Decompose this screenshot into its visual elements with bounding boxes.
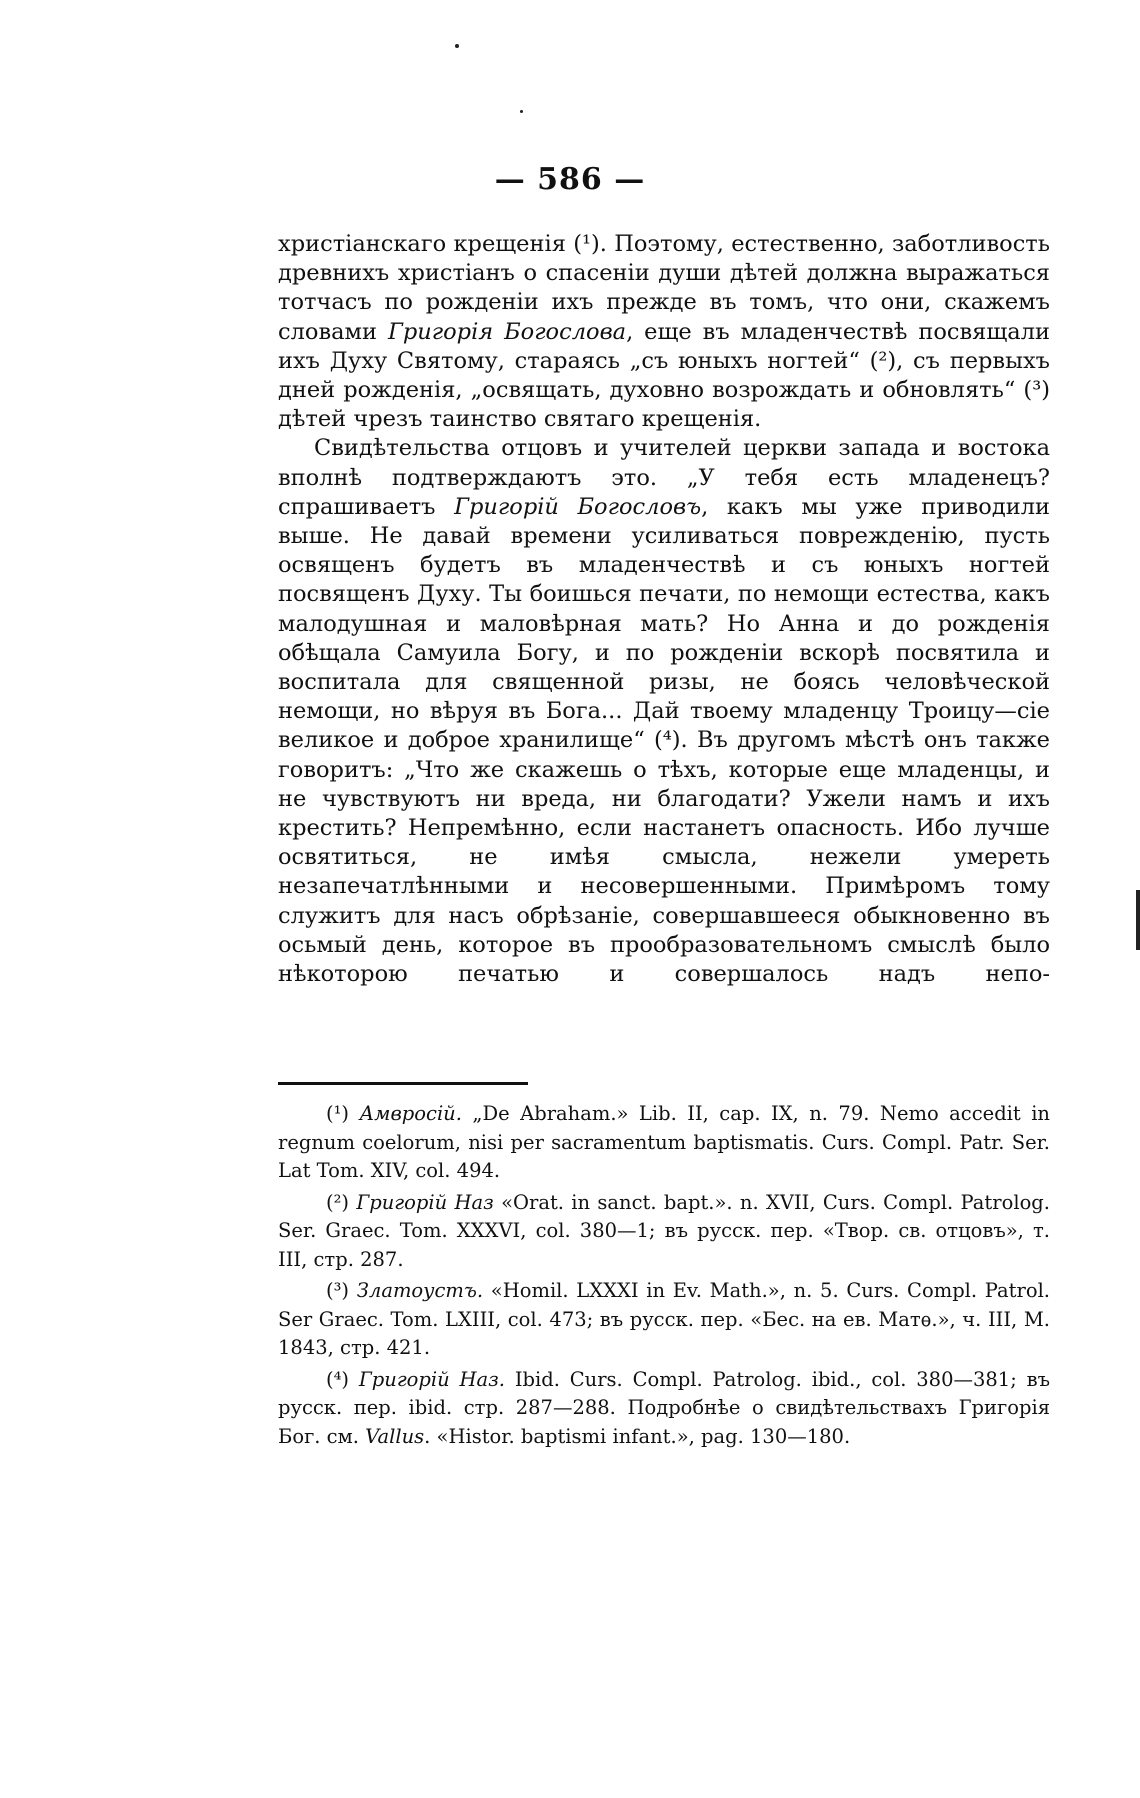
- scan-edge-mark: [1136, 890, 1140, 950]
- footnote-4: [278, 1366, 1050, 1452]
- main-text: [278, 230, 1050, 989]
- footnote-mark: (⁴): [326, 1367, 350, 1391]
- footnote-text: «Homil. LXXXI in Ev. Math.», n. 5. Curs. Compl. Patrol. Ser Graec. Tom. LXIII, col. 473; въ русск. пер. «Бес. на ев. Матѳ.», ч. III, М. 1843, стр. 421.: [278, 1279, 1051, 1359]
- paragraph-2: [278, 434, 1050, 989]
- paragraph-2-text-b: , какъ мы уже приводили выше. Не давай времени усиливаться поврежденію, пусть освященъ будетъ въ младенчествѣ и съ юныхъ ногтей посвященъ Духу. Ты боишься печати, по немощи естества, какъ малодушная и маловѣрная мать? Но Анна и до рожденія обѣщала Самуила Богу, и по рожденіи вскорѣ посвятила и воспитала для священной ризы, не боясь человѣческой немощи, но вѣруя въ Бога... Дай твоему младенцу Троицу—сіе великое и доброе хранилище“ (⁴). Въ другомъ мѣстѣ онъ также говоритъ: „Что же скажешь о тѣхъ, которые еще младенцы, и не чувствуютъ ни вреда, ни благодати? Ужели намъ и ихъ крестить? Непремѣнно, если настанетъ опасность. Ибо лучше освятиться, не имѣя смысла, нежели умереть незапечатлѣнными и несовершенными. Примѣромъ тому служитъ для насъ обрѣзаніе, совершавшееся обыкновенно въ осьмый день, которое въ прообразовательномъ смыслѣ было нѣкоторою печатью и совершалось надъ непо-: [278, 493, 1050, 988]
- footnote-2: [278, 1189, 1050, 1275]
- footnote-mark: (¹): [326, 1102, 350, 1125]
- paragraph-1: [278, 230, 1050, 434]
- author-name: Григорій Богословъ: [454, 493, 702, 520]
- scan-speck: [520, 110, 523, 113]
- footnote-author: Златоустъ.: [356, 1279, 484, 1302]
- footnote-1: [278, 1100, 1050, 1186]
- page-number: — 586 —: [494, 162, 646, 197]
- paragraph-1-text-a: христіанскаго крещенія (¹). Поэтому, естественно, заботливость древнихъ христіанъ о спасеніи души дѣтей должна выражаться тотчасъ по рожденіи ихъ прежде въ томъ, что они, скажемъ словами: [278, 231, 1050, 345]
- paragraph-2-text-a: Свидѣтельства отцовъ и учителей церкви запада и востока вполнѣ подтверждаютъ это. „У тебя есть младенецъ? спрашиваетъ: [278, 435, 1050, 520]
- footnote-mark: (³): [326, 1279, 350, 1302]
- footnote-text: „De Abraham.» Lib. II, cap. IX, n. 79. Nemo accedit in regnum coelorum, nisi per sacramentum baptismatis. Curs. Compl. Patr. Ser. Lat Tom. XIV, col. 494.: [278, 1102, 1050, 1182]
- footnote-3: [278, 1277, 1050, 1363]
- footnote-mark: (²): [326, 1190, 350, 1214]
- author-name: Григорія Богослова: [387, 318, 627, 345]
- footnote-text: . «Histor. baptismi infant.», pag. 130—180.: [424, 1424, 851, 1448]
- footnote-text: Ibid. Curs. Compl. Patrolog. ibid., col. 380—381; въ русск. пер. ibid. стр. 287—288. Подробнѣе о свидѣтельствахъ Григорія Бог. см.: [278, 1367, 1050, 1448]
- footnote-author: Григорій Наз: [356, 1190, 494, 1214]
- footnote-reference: Vallus: [365, 1424, 425, 1448]
- footnote-author: Григорій Наз.: [358, 1367, 505, 1391]
- footnote-text: «Orat. in sanct. bapt.». n. XVII, Curs. Compl. Patrolog. Ser. Graec. Tom. XXXVI, col. 380—1; въ русск. пер. «Твор. св. отцовъ», т. III, стр. 287.: [278, 1190, 1050, 1271]
- footnote-author: Амвросій.: [359, 1102, 462, 1125]
- footnotes: [278, 1100, 1050, 1454]
- paragraph-1-text-b: , еще въ младенчествѣ посвящали ихъ Духу Святому, стараясь „съ юныхъ ногтей“ (²), съ первыхъ дней рожденія, „освящать, духовно возрождать и обновлять“ (³) дѣтей чрезъ таинство святаго крещенія.: [278, 318, 1050, 433]
- scan-speck: [455, 44, 459, 48]
- footnote-rule: [278, 1082, 528, 1085]
